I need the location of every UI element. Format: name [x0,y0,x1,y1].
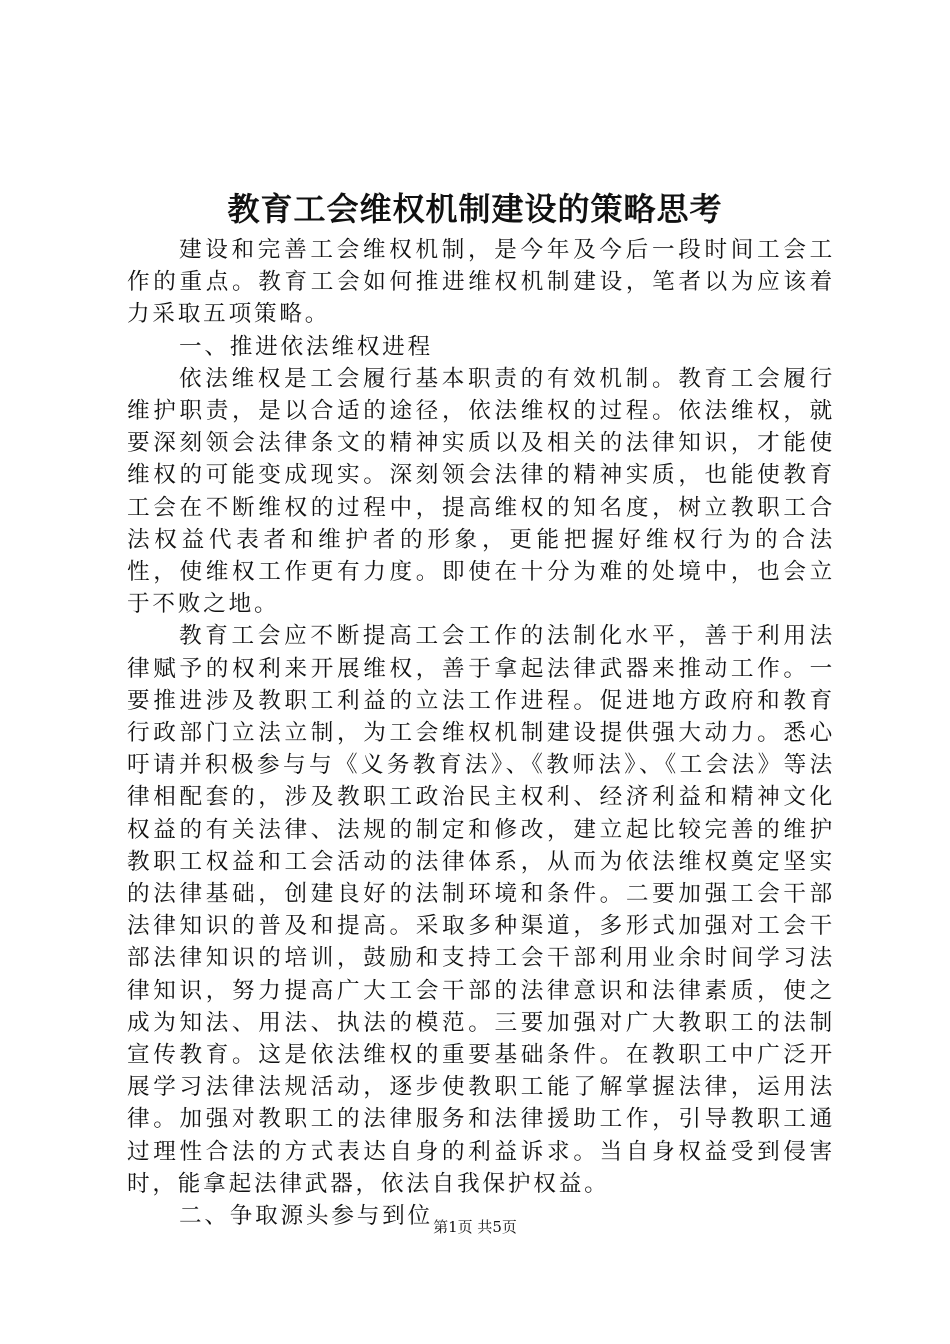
document-title: 教育工会维权机制建设的策略思考 [227,190,723,228]
section-heading-1: 一、推进依法维权进程 [178,333,433,360]
section-1-paragraph-2: 教育工会应不断提高工会工作的法制化水平，善于利用法律赋予的权利来开展维权，善于拿起法律武器来推动工作。一要推进涉及教职工利益的立法工作进程。促进地方政府和教育行政部门立法立制，为工会维权机制建设提供强大动力。悉心吁请并积极参与与《义务教育法》、《教师法》、《工会法》等法律相配套的，涉及教职工政治民主权利、经济利益和精神文化权益的有关法律、法规的制定和修改，建立起比较完善的维护教职工权益和工会活动的法律体系，从而为依法维权奠定坚实的法律基础，创建良好的法制环境和条件。二要加强工会干部法律知识的普及和提高。采取多种渠道，多形式加强对工会干部法律知识的培训，鼓励和支持工会干部利用业余时间学习法律知识，努力提高广大工会干部的法律意识和法律素质，使之成为知法、用法、执法的模范。三要加强对广大教职工的法制宣传教育。这是依法维权的重要基础条件。在教职工中广泛开展学习法律法规活动，逐步使教职工能了解掌握法律，运用法律。加强对教职工的法律服务和法律援助工作，引导教职工通过理性合法的方式表达自身的利益诉求。当自身权益受到侵害时，能拿起法律武器，依法自我保护权益。 [127,623,835,1197]
section-1-paragraph-1: 依法维权是工会履行基本职责的有效机制。教育工会履行维护职责，是以合适的途径，依法维权的过程。依法维权，就要深刻领会法律条文的精神实质以及相关的法律知识，才能使维权的可能变成现实。深刻领会法律的精神实质，也能使教育工会在不断维权的过程中，提高维权的知名度，树立教职工合法权益代表者和维护者的形象，更能把握好维权行为的合法性，使维权工作更有力度。即使在十分为难的处境中，也会立于不败之地。 [127,365,835,618]
document-body [127,234,835,1232]
section-heading-2: 二、争取源头参与到位 [178,1203,433,1230]
page-number-footer: 第1页 共5页 [433,1218,517,1236]
intro-paragraph: 建设和完善工会维权机制，是今年及今后一段时间工会工作的重点。教育工会如何推进维权机制建设，笔者以为应该着力采取五项策略。 [127,237,835,328]
